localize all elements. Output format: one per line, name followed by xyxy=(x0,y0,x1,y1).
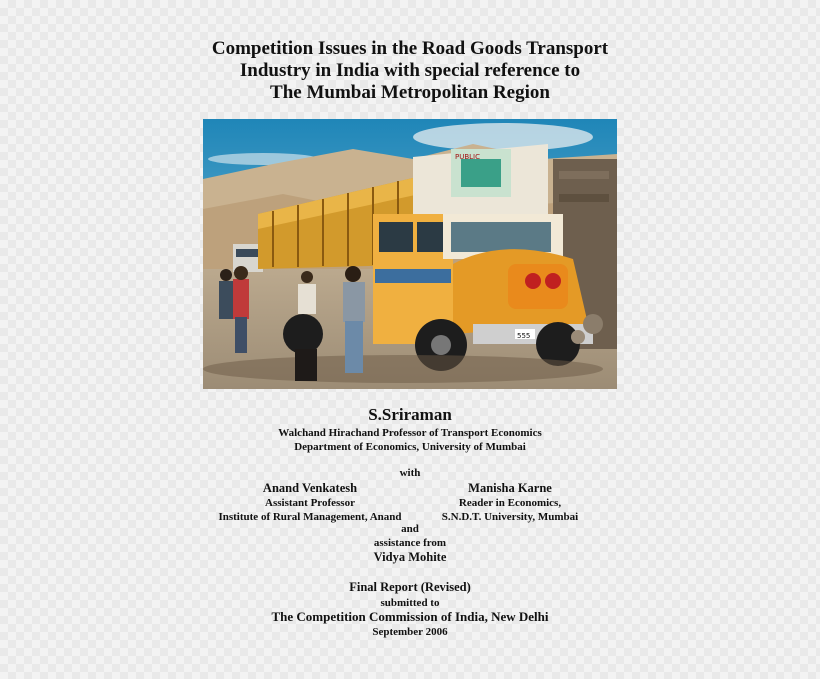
assistant-name: Vidya Mohite xyxy=(373,550,447,564)
coauthor-role: Assistant Professor xyxy=(265,497,355,509)
title-line-2: Industry in India with special reference to xyxy=(239,60,581,81)
report-date: September 2006 xyxy=(372,626,448,638)
report-type: Final Report (Revised) xyxy=(349,580,471,594)
coauthor-left xyxy=(200,480,420,524)
coauthor-name: Anand Venkatesh xyxy=(262,481,358,495)
truck-panel-text: PUBLIC xyxy=(455,153,480,161)
title-line-1: Competition Issues in the Road Goods Transport xyxy=(211,38,609,59)
truck-plate-text: 555 xyxy=(517,332,531,340)
report-recipient: The Competition Commission of India, New Delhi xyxy=(271,609,549,624)
coauthor-affiliation: Institute of Rural Management, Anand xyxy=(218,511,402,523)
title-line-3: The Mumbai Metropolitan Region xyxy=(270,82,550,103)
author-name: S.Sriraman xyxy=(368,405,452,424)
author-department: Department of Economics, University of Mumbai xyxy=(294,441,526,453)
coauthor-role: Reader in Economics, xyxy=(458,497,562,509)
submitted-label: submitted to xyxy=(380,597,440,609)
coauthor-affiliation: S.N.D.T. University, Mumbai xyxy=(441,511,579,523)
and-label: and xyxy=(401,523,419,535)
truck-photo xyxy=(203,119,617,389)
with-label: with xyxy=(399,467,421,479)
coauthor-name: Manisha Karne xyxy=(468,481,552,495)
assistance-label: assistance from xyxy=(373,537,447,549)
coauthor-right xyxy=(420,480,600,524)
author-position: Walchand Hirachand Professor of Transport Economics xyxy=(278,427,542,439)
report-title xyxy=(0,38,820,104)
